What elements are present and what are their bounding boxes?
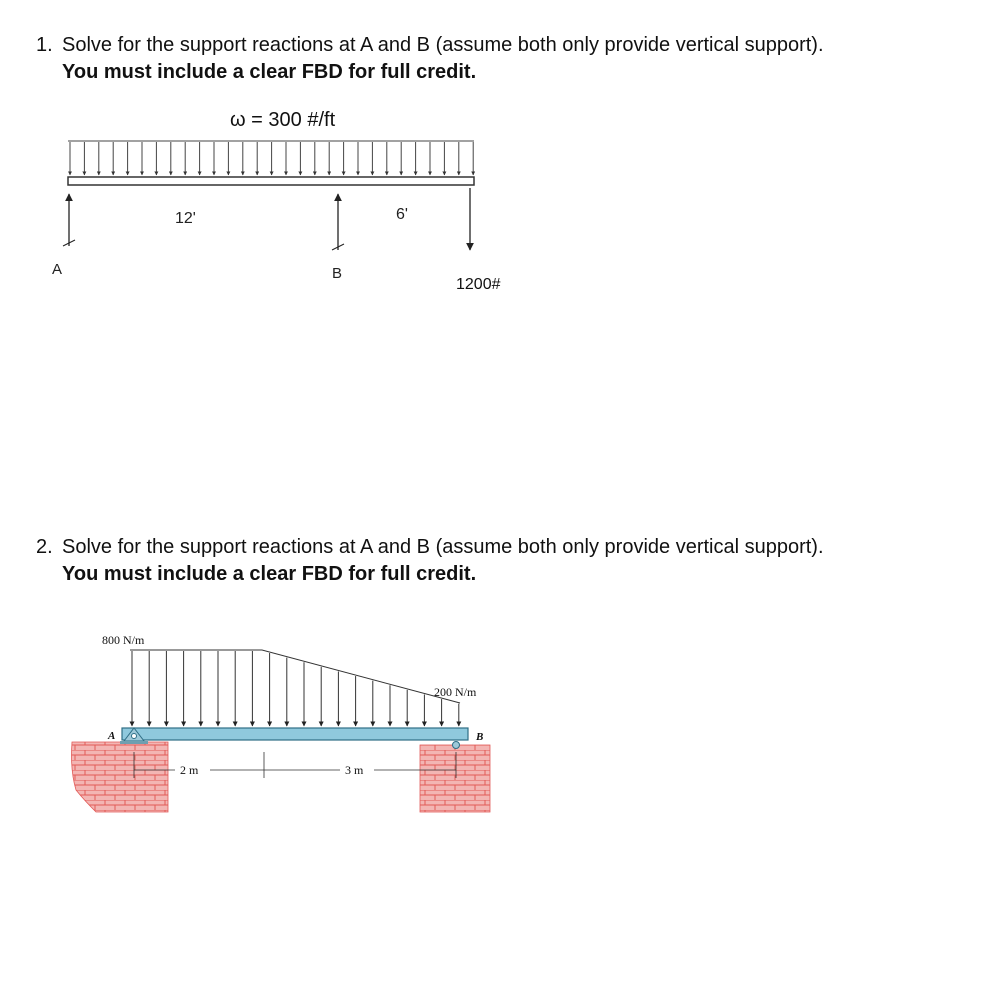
problem-2-requirement: You must include a clear FBD for full credit.	[62, 563, 477, 585]
reaction-b-tick	[332, 244, 344, 250]
load-left-label: 800 N/m	[102, 633, 145, 647]
support-b-label: B	[332, 265, 343, 282]
beam-2	[122, 728, 468, 740]
problem-1	[36, 32, 824, 86]
point-load-label: 1200#	[456, 276, 501, 293]
load-right-label: 200 N/m	[434, 685, 477, 699]
roller-support-b	[453, 742, 460, 749]
support-a-label-2: A	[108, 730, 116, 742]
problem-1-requirement: You must include a clear FBD for full credit.	[62, 61, 477, 83]
span-1-label-2: 2 m	[180, 763, 199, 777]
beam	[68, 177, 474, 185]
problem-2-statement-text: Solve for the support reactions at A and B (assume both only provide vertical support).	[62, 536, 824, 558]
problem-2-statement	[36, 534, 824, 561]
problem-1-statement-text: Solve for the support reactions at A and B (assume both only provide vertical support).	[62, 34, 824, 56]
span-1-label: 12'	[175, 210, 196, 227]
pin-support-a	[120, 728, 148, 744]
span-2-label: 6'	[396, 206, 408, 223]
problem-2-number: 2.	[36, 536, 53, 558]
distributed-load-arrows	[68, 141, 474, 175]
distributed-load-label: ω = 300 #/ft	[230, 109, 336, 131]
support-b-label-2: B	[476, 731, 484, 743]
trapezoidal-load	[130, 650, 460, 726]
right-wall	[420, 745, 490, 812]
dimension-lines	[134, 752, 456, 778]
span-2-label-2: 3 m	[345, 763, 364, 777]
support-a-label: A	[52, 261, 63, 278]
problem-1-statement	[36, 32, 824, 59]
reaction-a-tick	[63, 240, 75, 246]
problem-2	[36, 534, 824, 588]
left-wall	[72, 742, 169, 812]
problem-1-number: 1.	[36, 34, 53, 56]
